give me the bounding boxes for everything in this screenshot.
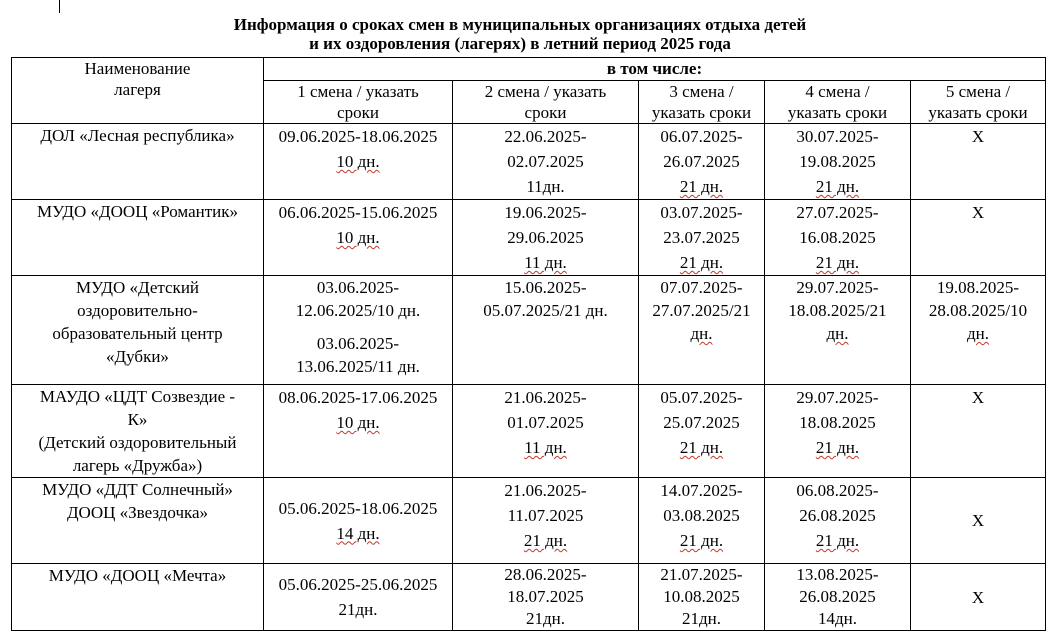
header-shift-2-line-1: 2 смена / указать — [484, 82, 607, 101]
shift-3-cell — [639, 478, 765, 564]
shift-duration: дн. — [826, 324, 849, 343]
header-shift-1 — [264, 81, 453, 124]
shift-duration: 11 дн. — [524, 438, 567, 457]
camp-name-line: МУДО «ДООЦ «Романтик» — [36, 202, 238, 221]
shift-duration: 21 дн. — [815, 253, 860, 272]
table-row — [12, 478, 1046, 564]
shift-start: 21.06.2025- — [504, 481, 587, 500]
shift-3-cell — [639, 200, 765, 276]
shift-duration: 21 дн. — [679, 531, 724, 550]
camp-name-line: «Дубки» — [106, 347, 169, 366]
shift-duration: 10 дн. — [336, 228, 380, 247]
header-shift-5-line-2: указать сроки — [928, 103, 1028, 122]
shift-3-cell — [639, 564, 765, 631]
shift-4-cell — [765, 564, 911, 631]
spacer — [266, 322, 450, 332]
shift-start: 07.07.2025- — [660, 278, 743, 297]
shift-1-cell — [264, 200, 453, 276]
camp-name-line: МУДО «ДООЦ «Мечта» — [48, 566, 227, 585]
camp-name — [12, 385, 264, 478]
shift-end: 10.08.2025 — [663, 587, 740, 606]
header-shift-4 — [765, 81, 911, 124]
shift-end-duration: 13.06.2025/11 дн. — [296, 357, 420, 376]
header-shift-5 — [911, 81, 1046, 124]
no-shift-mark: Х — [971, 127, 985, 146]
camp-name — [12, 478, 264, 564]
shift-end: 26.08.2025 — [799, 506, 876, 525]
header-shift-3-line-2: указать сроки — [651, 103, 752, 122]
header-shift-2 — [453, 81, 639, 124]
shift-dates: 05.06.2025-18.06.2025 — [278, 498, 438, 518]
shift-duration: 10 дн. — [336, 413, 380, 432]
no-shift-mark: Х — [971, 388, 985, 407]
shift-dates: 05.06.2025-25.06.2025 — [278, 575, 438, 594]
shift-duration: 21 дн. — [523, 531, 568, 550]
shift-1-cell — [264, 276, 453, 385]
camp-name — [12, 564, 264, 631]
camp-name-line: МУДО «ДДТ Солнечный» — [42, 480, 233, 499]
shift-duration: 21 дн. — [679, 177, 724, 196]
shift-end: 16.08.2025 — [799, 228, 876, 247]
shift-start: 22.06.2025- — [504, 127, 587, 146]
shift-start: 19.06.2025- — [504, 203, 587, 222]
shift-duration: 14 дн. — [336, 523, 380, 543]
shift-start: 06.08.2025- — [796, 481, 879, 500]
shift-2-cell — [453, 385, 639, 478]
header-camp-name-line-1: Наименование — [84, 59, 191, 78]
shift-start: 29.07.2025- — [796, 278, 879, 297]
shift-2-cell — [453, 124, 639, 200]
shift-end: 03.08.2025 — [663, 506, 740, 525]
shift-duration: 21 дн. — [815, 531, 860, 550]
header-shift-4-line-1: 4 смена / — [805, 82, 870, 101]
shift-2-cell — [453, 200, 639, 276]
shift-duration: 14дн. — [818, 609, 857, 628]
shift-1-cell — [264, 564, 453, 631]
shift-end: 23.07.2025 — [663, 228, 740, 247]
shift-start: 03.07.2025- — [660, 203, 743, 222]
shift-3-cell — [639, 385, 765, 478]
camp-name-line: ДООЦ «Звездочка» — [66, 503, 209, 522]
shift-2-cell — [453, 276, 639, 385]
table-row — [12, 276, 1046, 385]
shift-end: 19.08.2025 — [799, 152, 876, 171]
shift-end: 18.07.2025 — [507, 587, 584, 606]
camp-name-line: МУДО «Детский — [75, 278, 200, 297]
camp-name-line: образовательный центр — [52, 324, 223, 343]
shift-end: 18.08.2025/21 — [788, 301, 887, 320]
table-row — [12, 385, 1046, 478]
shift-start: 15.06.2025- — [504, 278, 587, 297]
shift-5-cell — [911, 276, 1046, 385]
header-row-1 — [12, 58, 1046, 81]
shift-end: 26.07.2025 — [663, 152, 740, 171]
shift-end: 28.08.2025/10 — [928, 301, 1028, 320]
shift-end: 01.07.2025 — [507, 413, 584, 432]
camp-name-line: лагерь «Дружба») — [72, 456, 203, 475]
shift-duration: 21 дн. — [815, 438, 860, 457]
shift-duration: дн. — [967, 324, 989, 343]
shift-duration: 11 дн. — [524, 253, 567, 272]
shift-start: 21.06.2025- — [504, 388, 587, 407]
no-shift-mark: Х — [971, 587, 985, 607]
shift-duration: 21 дн. — [679, 438, 724, 457]
camp-name-line: оздоровительно- — [77, 301, 198, 320]
no-shift-mark: Х — [971, 511, 985, 530]
shift-4-cell — [765, 200, 911, 276]
shift-dates: 06.06.2025-15.06.2025 — [278, 203, 438, 222]
shift-duration: 11дн. — [526, 177, 565, 196]
shift-1-cell — [264, 124, 453, 200]
shift-1-cell — [264, 478, 453, 564]
shift-2-cell — [453, 478, 639, 564]
shift-3-cell — [639, 124, 765, 200]
header-shift-2-line-2: сроки — [524, 103, 567, 122]
document-title-line-2: и их оздоровления (лагерях) в летний период 2025 года — [309, 34, 731, 53]
header-camp-name — [12, 58, 264, 124]
camp-name — [12, 276, 264, 385]
header-shift-1-line-2: сроки — [337, 103, 379, 122]
shift-5-cell — [911, 200, 1046, 276]
shift-5-cell — [911, 564, 1046, 631]
camp-name-line: ДОЛ «Лесная республика» — [40, 126, 235, 145]
camp-name-line: К» — [127, 410, 148, 429]
shift-duration: 21дн. — [682, 609, 721, 628]
camp-name — [12, 124, 264, 200]
shift-5-cell — [911, 124, 1046, 200]
shift-duration: 21дн. — [526, 609, 565, 628]
camp-name-line: МАУДО «ЦДТ Созвездие - — [39, 387, 236, 406]
shift-5-cell — [911, 478, 1046, 564]
shift-1-cell — [264, 385, 453, 478]
table-row — [12, 564, 1046, 631]
shift-dates: 09.06.2025-18.06.2025 — [278, 127, 438, 146]
shift-end: 18.08.2025 — [799, 413, 876, 432]
shift-end: 25.07.2025 — [663, 413, 740, 432]
shift-end-duration: 12.06.2025/10 дн. — [295, 301, 421, 320]
header-shift-4-line-2: указать сроки — [787, 103, 888, 122]
camp-name — [12, 200, 264, 276]
shift-start: 21.07.2025- — [660, 565, 743, 584]
shift-duration: 21дн. — [338, 600, 378, 619]
document-title-line-1: Информация о сроках смен в муниципальных организациях отдыха детей — [233, 15, 807, 34]
header-group-label: в том числе: — [264, 58, 1046, 81]
shift-start: 27.07.2025- — [796, 203, 879, 222]
shift-end: 29.06.2025 — [507, 228, 584, 247]
shift-3-cell — [639, 276, 765, 385]
shift-start: 14.07.2025- — [660, 481, 743, 500]
shift-end-duration: 05.07.2025/21 дн. — [483, 301, 608, 320]
shift-start: 28.06.2025- — [504, 565, 587, 584]
shift-end: 11.07.2025 — [507, 506, 584, 525]
shift-start: 13.08.2025- — [796, 565, 879, 584]
no-shift-mark: Х — [971, 203, 985, 222]
shift-start: 19.08.2025- — [936, 278, 1020, 297]
shift-4-cell — [765, 124, 911, 200]
header-shift-1-line-1: 1 смена / указать — [297, 82, 419, 101]
shift-duration: 21 дн. — [815, 177, 860, 196]
shift-5-cell — [911, 385, 1046, 478]
table-row — [12, 124, 1046, 200]
shift-4-cell — [765, 276, 911, 385]
text-cursor — [59, 0, 60, 13]
shift-4-cell — [765, 478, 911, 564]
shift-start: 30.07.2025- — [796, 127, 879, 146]
shift-4-cell — [765, 385, 911, 478]
shift-duration: дн. — [690, 324, 713, 343]
camp-name-line: (Детский оздоровительный — [38, 433, 237, 452]
shift-2-cell — [453, 564, 639, 631]
shift-end: 02.07.2025 — [507, 152, 584, 171]
header-shift-5-line-1: 5 смена / — [945, 82, 1011, 101]
shift-duration: 21 дн. — [679, 253, 724, 272]
shift-end: 27.07.2025/21 — [652, 301, 751, 320]
shift-start: 03.06.2025- — [316, 278, 400, 297]
shift-duration: 10 дн. — [336, 152, 380, 171]
shift-end: 26.08.2025 — [799, 587, 876, 606]
shift-start: 03.06.2025- — [316, 334, 400, 353]
table-row — [12, 200, 1046, 276]
header-shift-3-line-1: 3 смена / — [669, 82, 734, 101]
shift-start: 29.07.2025- — [796, 388, 879, 407]
shift-dates: 08.06.2025-17.06.2025 — [278, 388, 438, 407]
shift-start: 05.07.2025- — [660, 388, 743, 407]
camp-shifts-table — [11, 57, 1046, 631]
shift-start: 06.07.2025- — [660, 127, 743, 146]
header-shift-3 — [639, 81, 765, 124]
header-camp-name-line-2: лагеря — [114, 80, 161, 99]
